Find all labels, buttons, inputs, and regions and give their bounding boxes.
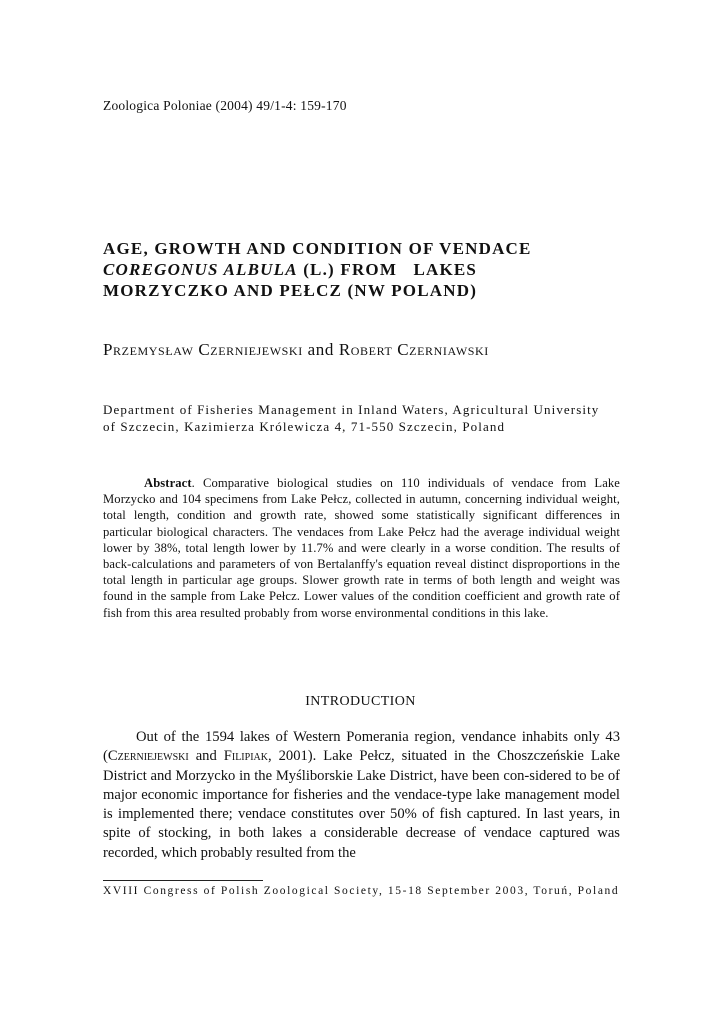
affiliation-line-2: of Szczecin, Kazimierza Królewicza 4, 71-550 Szczecin, Poland — [103, 419, 506, 434]
title-line-1: AGE, GROWTH AND CONDITION OF VENDACE — [103, 239, 532, 258]
species-name: COREGONUS ALBULA — [103, 260, 298, 279]
title-line-3: MORZYCZKO AND PEŁCZ (NW POLAND) — [103, 281, 478, 300]
citation-author-1: Czerniejewski — [107, 748, 189, 765]
abstract-text: . Comparative biological studies on 110 individuals of vendace from Lake Morzycko and 104 specimens from Lake Pełcz, collected in autumn, concerning individual weight, total length, condition and growth rate, showed some statistically significant differences in particular biological characters. The vendaces from Lake Pełcz had the average individual weight lower by 38%, total length lower by 11.7% and were clearly in a worse condition. The results of back-calculations and parameters of von Bertalanffy's equation reveal distinct disproportions in the total length in particular age groups. Slower growth rate in terms of both length and weight was found in the sample from Lake Pełcz. Lower values of the condition coefficient and growth rate of fish from this area resulted probably from worse environmental conditions in this lake. — [103, 476, 620, 620]
intro-text-a: Out of the 1594 lakes of Western Pomerania region, vendance inhabits only 43 ( — [103, 729, 620, 765]
footnote-divider — [103, 880, 263, 881]
affiliation-line-1: Department of Fisheries Management in Inland Waters, Agricultural University — [103, 402, 600, 417]
intro-text-b: and — [188, 748, 224, 765]
footnote: XVIII Congress of Polish Zoological Society, 15-18 September 2003, Toruń, Poland — [103, 885, 620, 897]
section-heading-introduction: INTRODUCTION — [305, 694, 416, 709]
author-conjunction: and — [302, 340, 339, 359]
author-1: Przemysław Czerniejewski — [103, 340, 303, 359]
citation-author-2: Filipiak — [223, 748, 268, 765]
author-2: Robert Czerniawski — [338, 340, 489, 359]
abstract-label: Abstract — [144, 476, 192, 490]
title-line-2-rest: (L.) FROM LAKES — [297, 260, 478, 279]
journal-citation: Zoologica Poloniae (2004) 49/1-4: 159-170 — [103, 98, 347, 113]
intro-text-c: , 2001). Lake Pełcz, situated in the Choszczeńskie Lake District and Morzycko in the Myśliborskie Lake District, have been con-sidered to be of major economic importance for fisheries and the vendace-type lake management model is implemented there; vendace constitutes over 50% of fish captured. In last years, in spite of stocking, in both lakes a considerable decrease of vendace captured was recorded, which probably resulted from the — [103, 748, 620, 861]
paper-title — [103, 238, 623, 301]
title-line-2 — [103, 259, 623, 280]
abstract — [103, 475, 620, 621]
introduction-paragraph — [103, 728, 620, 863]
affiliation — [103, 401, 623, 435]
author-list — [103, 340, 489, 360]
